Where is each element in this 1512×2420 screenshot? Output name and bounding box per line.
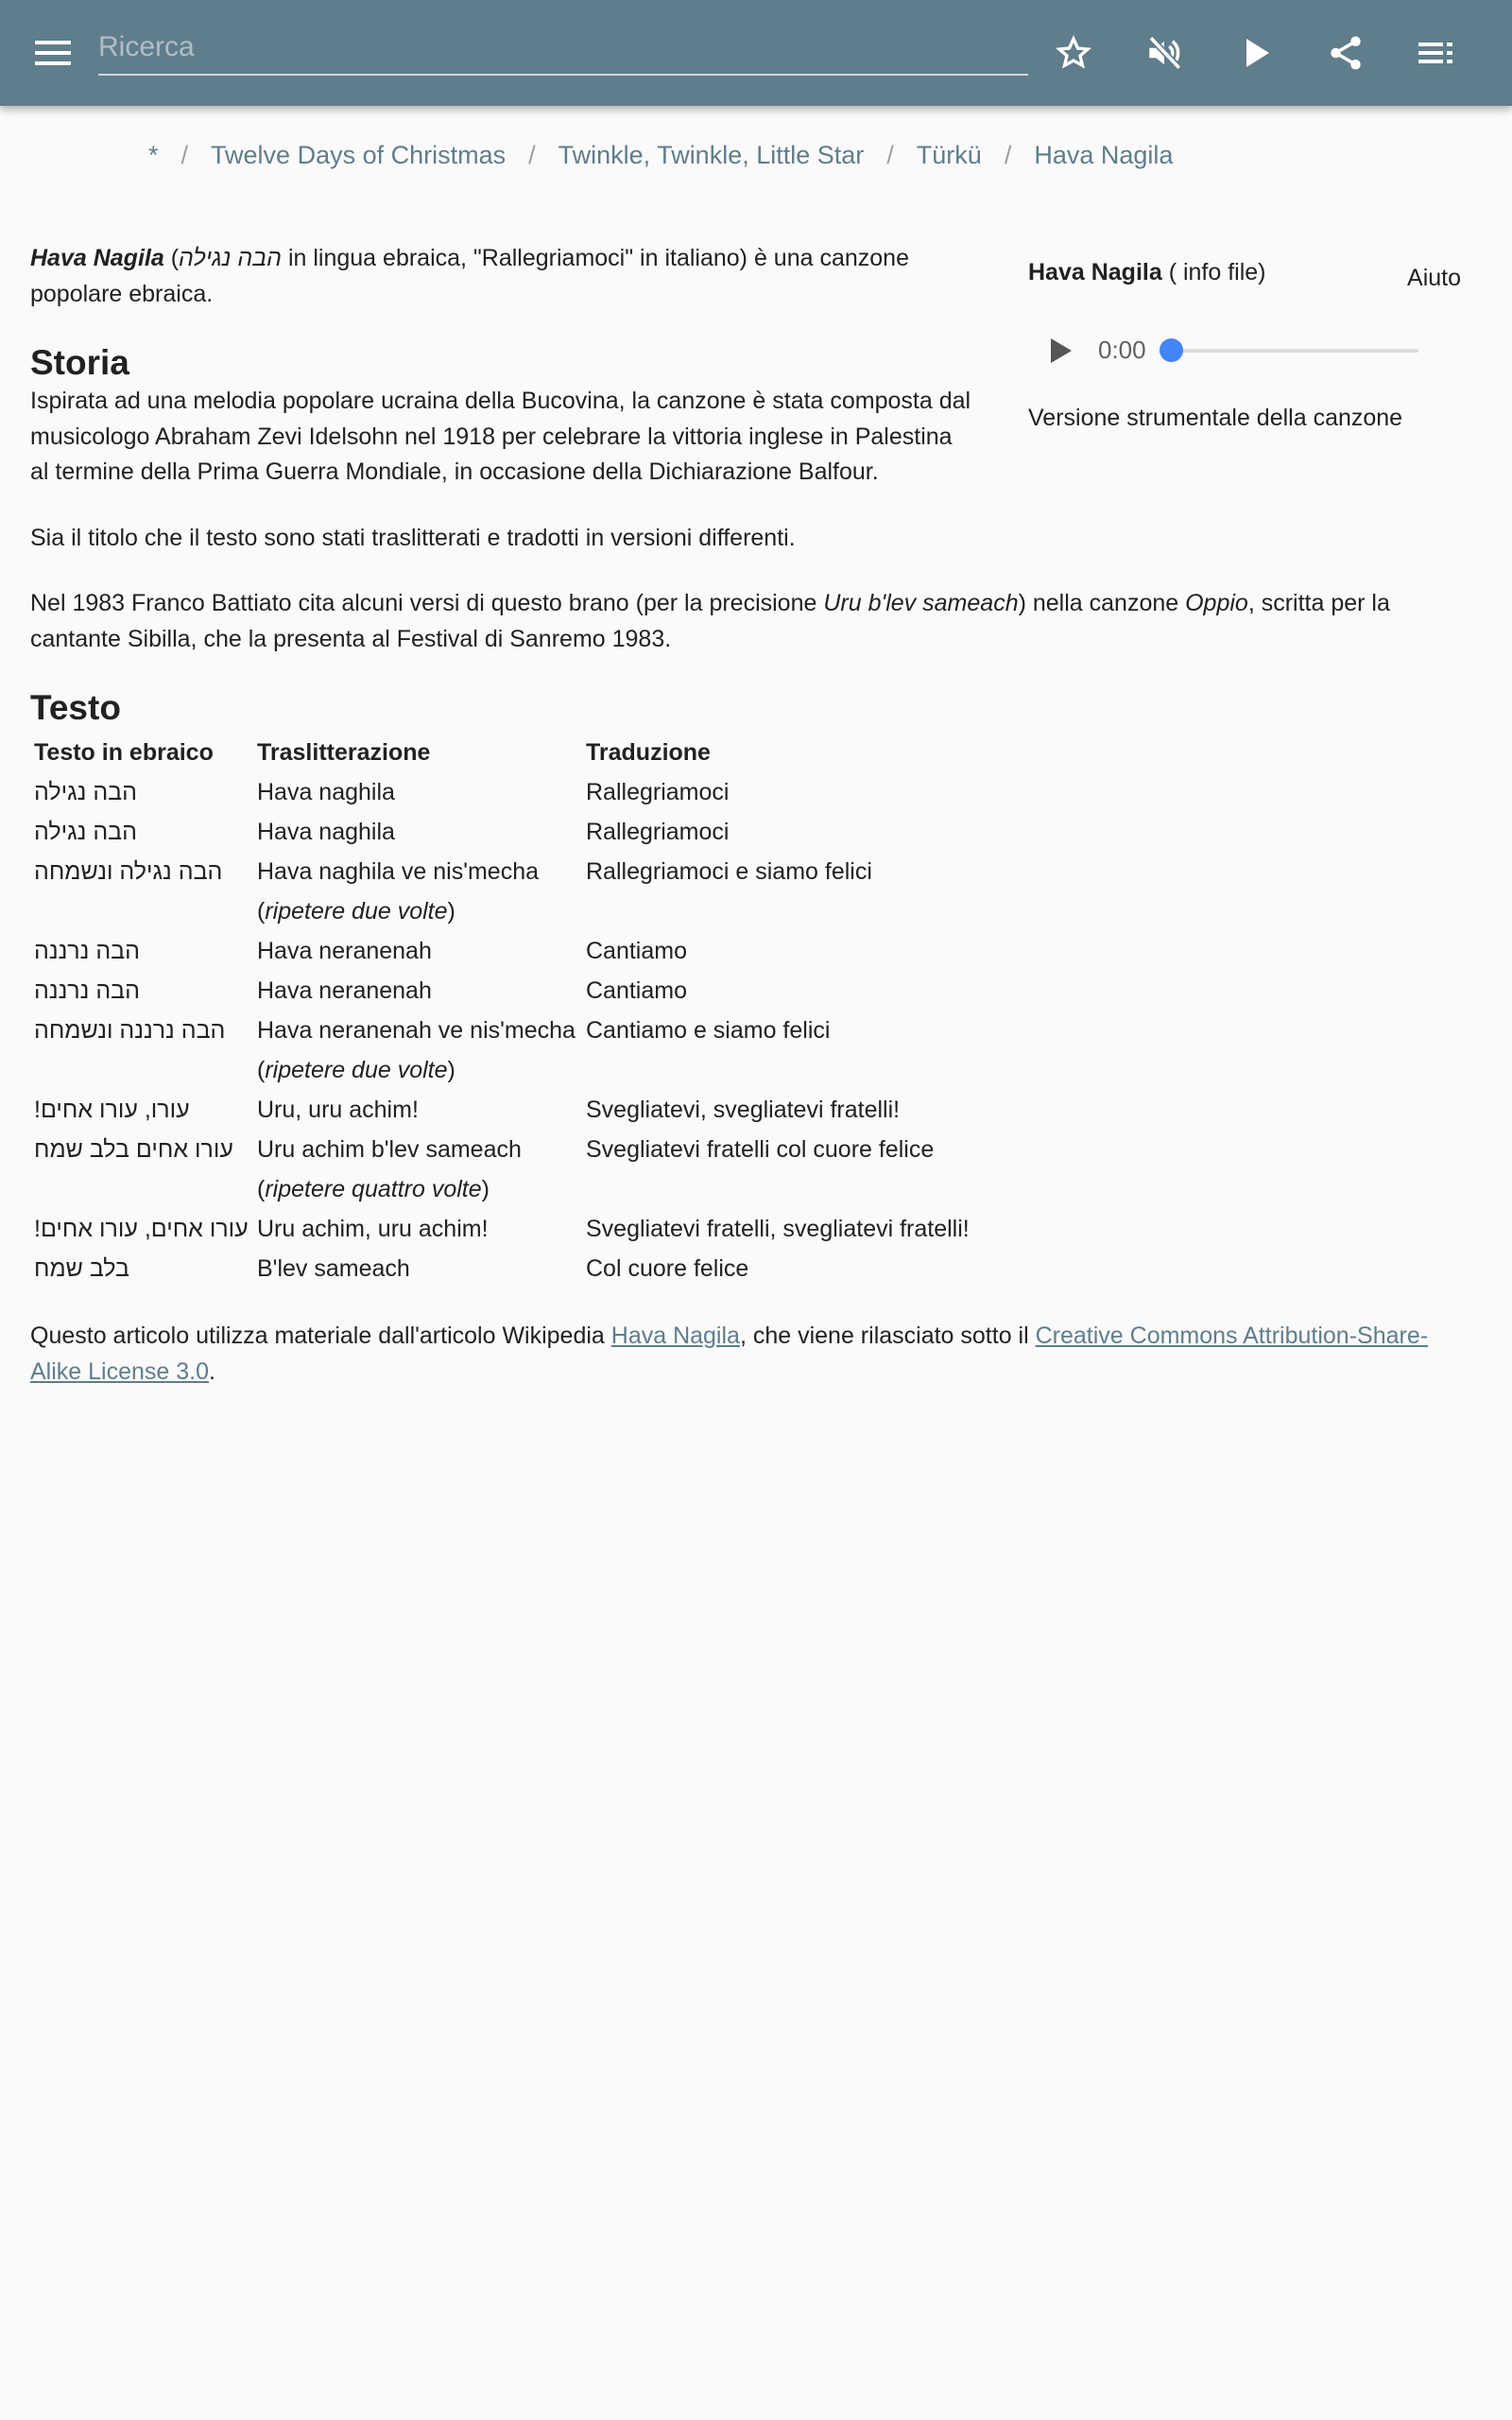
hebrew-cell: הבה נרננה ונשמחה <box>34 1017 226 1044</box>
transliteration-cell: Hava naghila ve nis'mecha <box>257 858 539 885</box>
table-row <box>34 1209 970 1249</box>
table-row <box>34 971 970 1011</box>
transliteration-cell: (ripetere due volte) <box>257 1057 455 1083</box>
storia-paragraph: Ispirata ad una melodia popolare ucraina della Bucovina, la canzone è stata composta dal musicologo Abraham Zevi Idelsohn nel 1918 per celebrare la vittoria inglese in Palestina al termine della Prima Guerra Mondiale, in occasione della Dichiarazione Balfour. <box>30 388 971 485</box>
breadcrumb-current[interactable]: Hava Nagila <box>1034 141 1174 169</box>
info-file-link[interactable]: ( info file) <box>1161 259 1266 285</box>
storia-paragraph: Sia il titolo che il testo sono stati traslitterati e tradotti in versioni differenti. <box>30 524 796 551</box>
column-header: Traduzione <box>586 739 711 766</box>
table-row <box>34 1249 970 1288</box>
wikipedia-article-link[interactable]: Hava Nagila <box>610 1322 740 1349</box>
text: Uru b'lev sameach <box>823 590 1019 616</box>
hebrew-cell: הבה נגילה <box>34 779 137 805</box>
hebrew-cell <box>34 1050 257 1090</box>
transliteration-cell: Hava naghila <box>257 779 395 805</box>
translation-cell <box>586 891 970 931</box>
transliteration-cell: Hava neranenah <box>257 938 432 964</box>
translation-cell: Col cuore felice <box>586 1255 749 1282</box>
text: Nel 1983 Franco Battiato cita alcuni versi di questo brano (per la precisione <box>30 590 824 616</box>
table-row <box>34 1169 970 1209</box>
translation-cell: Rallegriamoci e siamo felici <box>586 858 872 885</box>
hebrew-cell <box>34 1169 257 1209</box>
text: ) nella canzone <box>1018 590 1186 616</box>
text: . <box>209 1357 215 1385</box>
breadcrumb-separator: / <box>1004 141 1012 169</box>
transliteration-cell: Hava neranenah <box>257 977 432 1004</box>
transliteration-cell: Uru, uru achim! <box>257 1097 419 1123</box>
license-paragraph <box>30 1319 1448 1390</box>
translation-cell: Cantiamo <box>586 977 687 1004</box>
transliteration-cell: Uru achim b'lev sameach <box>257 1136 522 1163</box>
text: , che viene rilasciato sotto il <box>739 1322 1036 1349</box>
hebrew-cell: הבה נרננה <box>34 977 140 1004</box>
table-row <box>34 931 970 971</box>
text: , scritta per la cantante Sibilla, che la presenta al Festival di Sanremo 1983. <box>30 590 1390 652</box>
hebrew-cell: הבה נגילה <box>34 819 137 845</box>
star-icon[interactable] <box>1047 26 1100 79</box>
translation-cell <box>586 1050 970 1090</box>
hebrew-cell <box>34 891 257 931</box>
hebrew-cell: עורו, עורו אחים! <box>34 1097 190 1123</box>
top-bar <box>0 0 1512 106</box>
text: ( <box>163 245 180 271</box>
hebrew-cell: עורו אחים, עורו אחים! <box>34 1216 249 1242</box>
table-row <box>34 1050 970 1090</box>
hebrew-title: הבה נגילה <box>179 245 283 271</box>
translation-cell: Rallegriamoci <box>586 819 730 845</box>
repeat-note: ripetere quattro volte <box>265 1176 482 1202</box>
table-row <box>34 772 970 812</box>
translation-cell: Rallegriamoci <box>586 779 730 805</box>
volume-off-icon[interactable] <box>1138 26 1191 79</box>
hebrew-cell: הבה נרננה <box>34 938 140 964</box>
audio-title: Hava Nagila <box>1028 259 1162 285</box>
intro-paragraph <box>30 241 956 312</box>
license-link[interactable]: Creative Commons Attribution-Share-Alike License 3.0 <box>30 1322 1429 1385</box>
breadcrumb-separator: / <box>180 141 189 169</box>
intro-title: Hava Nagila <box>30 245 164 271</box>
transliteration-cell: Hava neranenah ve nis'mecha <box>257 1017 576 1044</box>
share-icon[interactable] <box>1319 26 1372 79</box>
storia-paragraph <box>30 586 1476 657</box>
playlist-icon[interactable] <box>1410 26 1463 79</box>
search-input[interactable] <box>98 21 1028 76</box>
translation-cell: Svegliatevi, svegliatevi fratelli! <box>586 1097 901 1123</box>
text: Questo articolo utilizza materiale dall'articolo Wikipedia <box>30 1322 611 1349</box>
play-icon[interactable] <box>1230 26 1283 79</box>
table-row <box>34 891 970 931</box>
table-row <box>34 1011 970 1050</box>
column-header: Traslitterazione <box>257 739 431 766</box>
section-heading-testo: Testo <box>30 688 121 727</box>
breadcrumb-item[interactable]: Twinkle, Twinkle, Little Star <box>558 141 865 169</box>
lyrics-table <box>34 733 970 1288</box>
section-heading-storia: Storia <box>30 343 129 382</box>
transliteration-cell: Hava naghila <box>257 819 395 845</box>
breadcrumb-item[interactable]: Türkü <box>916 141 982 169</box>
hebrew-cell: בלב שמח <box>34 1255 129 1282</box>
translation-cell: Svegliatevi fratelli col cuore felice <box>586 1136 935 1163</box>
table-row <box>34 812 970 852</box>
repeat-note: ripetere due volte <box>265 898 448 925</box>
repeat-note: ripetere due volte <box>265 1057 448 1083</box>
article <box>30 241 1476 1420</box>
table-row <box>34 852 970 891</box>
breadcrumb-home[interactable]: * <box>148 141 159 169</box>
audio-caption: Versione strumentale della canzone <box>1028 404 1403 431</box>
table-row <box>34 1130 970 1169</box>
translation-cell: Cantiamo <box>586 938 687 964</box>
column-header: Testo in ebraico <box>34 739 214 766</box>
hebrew-cell: עורו אחים בלב שמח <box>34 1136 233 1163</box>
breadcrumb-separator: / <box>886 141 894 169</box>
breadcrumb-separator: / <box>528 141 536 169</box>
transliteration-cell: (ripetere quattro volte) <box>257 1176 490 1202</box>
help-link[interactable]: Aiuto <box>1407 265 1461 291</box>
transliteration-cell: Uru achim, uru achim! <box>257 1216 489 1242</box>
translation-cell <box>586 1169 970 1209</box>
table-header-row <box>34 733 970 772</box>
audio-time: 0:00 <box>1098 335 1146 364</box>
menu-icon[interactable] <box>26 26 79 79</box>
transliteration-cell: B'lev sameach <box>257 1255 410 1282</box>
breadcrumb-item[interactable]: Twelve Days of Christmas <box>211 141 507 169</box>
translation-cell: Svegliatevi fratelli, svegliatevi fratelli! <box>586 1216 970 1242</box>
text: in lingua ebraica, "Rallegriamoci" in italiano) è una canzone popolare ebraica. <box>30 245 909 307</box>
breadcrumb <box>148 138 1173 174</box>
translation-cell: Cantiamo e siamo felici <box>586 1017 831 1044</box>
transliteration-cell: (ripetere due volte) <box>257 898 455 925</box>
text: Oppio <box>1185 590 1248 616</box>
table-row <box>34 1090 970 1130</box>
hebrew-cell: הבה נגילה ונשמחה <box>34 858 223 885</box>
